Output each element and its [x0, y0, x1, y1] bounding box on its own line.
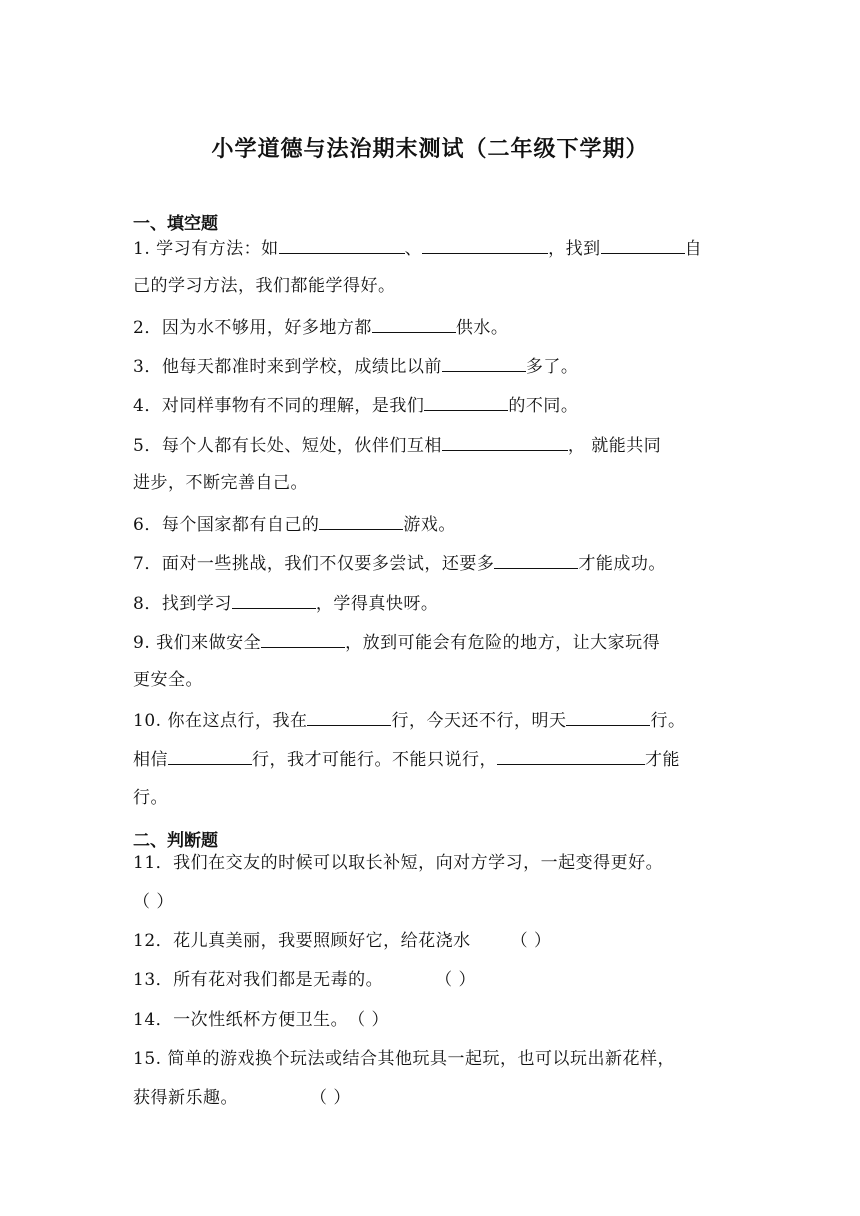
question-text: 6．每个国家都有自己的 [133, 515, 320, 535]
question-3 [133, 353, 733, 379]
question-5-line-1 [133, 432, 733, 458]
answer-blank[interactable] [424, 392, 508, 411]
question-text: 2．因为水不够用，好多地方都 [133, 318, 372, 338]
question-8 [133, 590, 733, 616]
question-text: 才能 [645, 750, 680, 770]
answer-blank[interactable] [261, 629, 345, 648]
question-text: 5．每个人都有长处、短处，伙伴们互相 [133, 436, 442, 456]
question-text: ， 就能共同 [567, 436, 662, 456]
question-text: 获得新乐趣。 [133, 1088, 238, 1108]
answer-blank[interactable] [422, 235, 548, 254]
question-text: 1. 学习有方法：如 [133, 239, 279, 259]
question-text: 相信 [133, 750, 168, 770]
question-text: 4．对同样事物有不同的理解，是我们 [133, 396, 425, 416]
page-title: 小学道德与法治期末测试（二年级下学期） [211, 137, 649, 162]
question-9-line-1 [133, 629, 733, 655]
question-15-line-2 [133, 1086, 733, 1110]
question-text: 自 [684, 239, 703, 259]
question-7 [133, 550, 733, 576]
question-text: 行，我才可能行。不能只说行， [252, 750, 497, 770]
question-text: 13．所有花对我们都是无毒的。 [133, 970, 384, 990]
question-13 [133, 968, 733, 992]
answer-blank[interactable] [168, 746, 252, 765]
question-12 [133, 929, 733, 953]
section-heading-fill-in: 一、填空题 [133, 214, 218, 234]
answer-blank[interactable] [307, 707, 391, 726]
question-10-line-2 [133, 746, 733, 772]
answer-blank[interactable] [601, 235, 685, 254]
question-text: 供水。 [455, 318, 509, 338]
question-text: ，放到可能会有危险的地方，让大家玩得 [345, 633, 661, 653]
answer-parentheses[interactable]: （ ） [133, 892, 174, 912]
answer-parentheses[interactable]: （ ） [348, 1010, 390, 1030]
answer-blank[interactable] [232, 590, 316, 609]
question-11-line-1: 11．我们在交友的时候可以取长补短，向对方学习，一起变得更好。 [133, 853, 664, 873]
question-5-line-2: 进步，不断完善自己。 [133, 473, 308, 493]
answer-parentheses[interactable]: （ ） [435, 970, 477, 990]
answer-blank[interactable] [279, 235, 405, 254]
question-1-line-2: 己的学习方法，我们都能学得好。 [133, 276, 396, 296]
answer-blank[interactable] [372, 314, 456, 333]
answer-blank[interactable] [566, 707, 650, 726]
question-text: 7．面对一些挑战，我们不仅要多尝试，还要多 [133, 554, 495, 574]
question-text: 才能成功。 [578, 554, 666, 574]
answer-blank[interactable] [497, 746, 645, 765]
question-15-line-1: 15. 简单的游戏换个玩法或结合其他玩具一起玩，也可以玩出新花样， [133, 1049, 675, 1069]
question-6 [133, 511, 733, 537]
section-heading-true-false: 二、判断题 [133, 831, 218, 851]
question-text: ，找到 [548, 239, 601, 259]
question-11-answer [133, 890, 733, 914]
question-text: 游戏。 [403, 515, 456, 535]
question-text: 9. 我们来做安全 [133, 633, 262, 653]
question-14 [133, 1008, 733, 1032]
question-text: 8．找到学习 [133, 594, 232, 614]
question-text: ，学得真快呀。 [315, 594, 439, 614]
question-text: 多了。 [525, 357, 579, 377]
question-9-line-2: 更安全。 [133, 670, 203, 690]
question-4 [133, 392, 733, 418]
question-text: 的不同。 [508, 396, 579, 416]
question-text: 3．他每天都准时来到学校，成绩比以前 [133, 357, 442, 377]
answer-blank[interactable] [319, 511, 403, 530]
answer-blank[interactable] [442, 353, 526, 372]
answer-parentheses[interactable]: （ ） [310, 1088, 351, 1108]
question-text: 12．花儿真美丽，我要照顾好它，给花浇水 [133, 931, 471, 951]
question-text: 行。 [650, 711, 686, 731]
question-10-line-1 [133, 707, 733, 733]
question-2 [133, 314, 733, 340]
answer-blank[interactable] [494, 550, 578, 569]
question-10-line-3: 行。 [133, 788, 168, 808]
answer-blank[interactable] [442, 432, 568, 451]
answer-parentheses[interactable]: （ ） [510, 931, 552, 951]
question-text: 行，今天还不行，明天 [391, 711, 567, 731]
question-text: 14．一次性纸杯方便卫生。 [133, 1010, 349, 1030]
question-text: 、 [404, 239, 423, 259]
question-text: 10. 你在这点行，我在 [133, 711, 308, 731]
question-1-line-1 [133, 235, 733, 261]
